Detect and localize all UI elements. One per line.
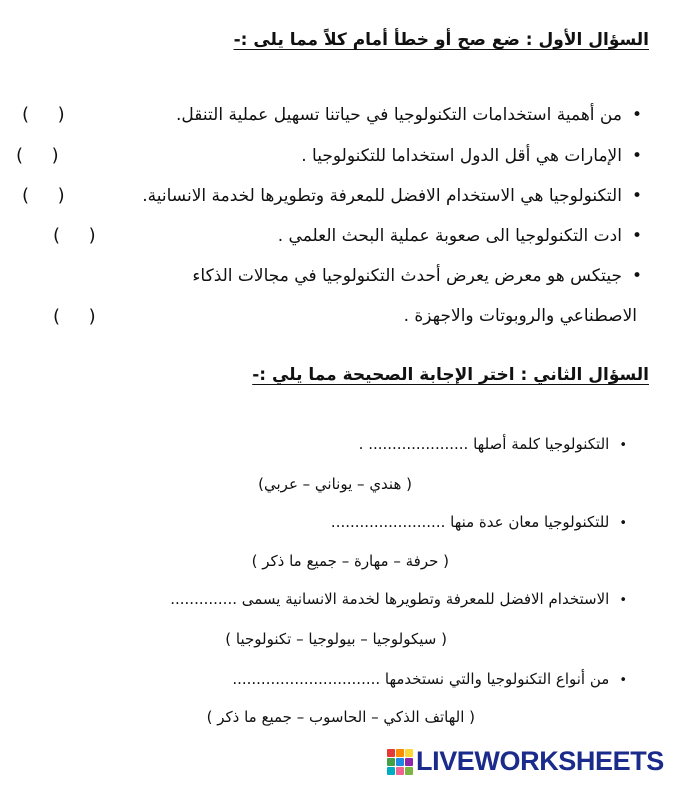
bullet-icon: • <box>631 146 642 166</box>
q2-choices-1[interactable]: ( هندي – يوناني – عربي) <box>258 475 412 493</box>
logo-grid-square <box>396 758 404 766</box>
logo-grid-square <box>396 749 404 757</box>
q1-item-3 <box>142 186 642 206</box>
q2-item-4 <box>232 670 627 688</box>
logo-grid-square <box>405 767 413 775</box>
q2-item-2 <box>331 513 627 531</box>
q1-answer-blank-1[interactable]: ( ) <box>22 104 65 125</box>
q1-item-text: من أهمية استخدامات التكنولوجيا في حياتنا تسهيل عملية التنقل. <box>176 105 622 125</box>
logo-text: LIVEWORKSHEETS <box>416 746 664 776</box>
q2-item-text: للتكنولوجيا معان عدة منها ........................ <box>330 513 610 531</box>
q1-answer-blank-3[interactable]: ( ) <box>22 185 65 206</box>
logo-grid-icon <box>387 749 413 775</box>
q1-answer-blank-4[interactable]: ( ) <box>53 225 96 246</box>
logo-grid-square <box>405 758 413 766</box>
bullet-icon: • <box>631 226 642 246</box>
bullet-icon: • <box>619 673 627 688</box>
logo-grid-square <box>387 749 395 757</box>
bullet-icon: • <box>619 593 627 608</box>
q2-item-text: التكنولوجيا كلمة أصلها ..................... . <box>358 435 610 453</box>
q1-item-5-continuation: الاصطناعي والروبوتات والاجهزة . <box>403 306 637 326</box>
bullet-icon: • <box>619 438 627 453</box>
q1-answer-blank-5[interactable]: ( ) <box>53 306 96 327</box>
q1-item-text: جيتكس هو معرض يعرض أحدث التكنولوجيا في مجالات الذكاء <box>192 266 622 286</box>
q2-choices-2[interactable]: ( حرفة – مهارة – جميع ما ذكر ) <box>251 552 449 570</box>
logo-grid-square <box>396 767 404 775</box>
logo-grid-square <box>405 749 413 757</box>
q1-item-2 <box>301 146 642 166</box>
logo-grid-square <box>387 767 395 775</box>
logo-grid-square <box>387 758 395 766</box>
bullet-icon: • <box>631 186 642 206</box>
q1-item-text: ادت التكنولوجيا الى صعوبة عملية البحث العلمي . <box>277 226 622 246</box>
q2-item-text: من أنواع التكنولوجيا والتي نستخدمها ............................... <box>232 670 610 688</box>
q2-choices-3[interactable]: ( سيكولوجيا – بيولوجيا – تكنولوجيا ) <box>225 630 447 648</box>
question1-title: السؤال الأول : ضع صح أو خطأ أمام كلاً مما يلى :- <box>233 30 649 50</box>
bullet-icon: • <box>631 266 642 286</box>
question2-title: السؤال الثاني : اختر الإجابة الصحيحة مما يلي :- <box>252 365 649 385</box>
q2-item-3 <box>170 590 627 608</box>
q1-item-text: التكنولوجيا هي الاستخدام الافضل للمعرفة وتطويرها لخدمة الانسانية. <box>142 186 622 206</box>
q2-item-1 <box>359 435 627 453</box>
q2-choices-4[interactable]: ( الهاتف الذكي – الحاسوب – جميع ما ذكر ) <box>206 708 475 726</box>
bullet-icon: • <box>631 105 642 125</box>
q1-answer-blank-2[interactable]: ( ) <box>16 145 59 166</box>
q1-item-4 <box>278 226 642 246</box>
q1-item-text: الإمارات هي أقل الدول استخداما للتكنولوجيا . <box>301 146 622 166</box>
q1-item-5 <box>192 266 642 286</box>
q1-item-1 <box>176 105 642 125</box>
liveworksheets-logo <box>387 746 664 777</box>
q2-item-text: الاستخدام الافضل للمعرفة وتطويرها لخدمة الانسانية يسمى .............. <box>170 590 610 608</box>
bullet-icon: • <box>619 516 627 531</box>
